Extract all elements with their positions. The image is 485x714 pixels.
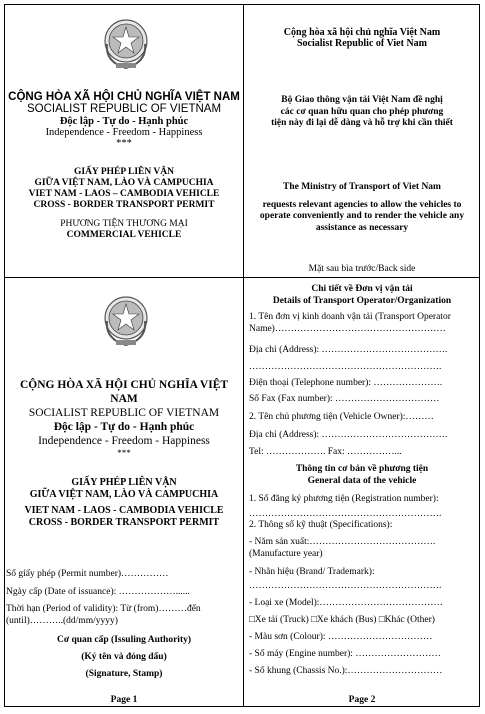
vehicle-owner-field: 2. Tên chủ phương tiện (Vehicle Owner):……… <box>249 412 434 422</box>
request-vn-1: Bộ Giao thông vận tải Việt Nam đề nghị <box>281 95 443 105</box>
request-en-2: operate conveniently and to render the vehicle any <box>259 211 465 221</box>
specifications-label: 2. Thông số kỹ thuật (Specifications): <box>249 520 393 530</box>
national-emblem-icon <box>101 14 151 72</box>
manufacture-year-label: (Manufacture year) <box>249 549 323 559</box>
signature-vn: (Ký tên và đóng dấu) <box>81 652 167 662</box>
p1-stars: *** <box>117 448 131 458</box>
page-number-1: Page 1 <box>110 695 138 705</box>
back-side-label: Mặt sau bìa trước/Back side <box>308 264 416 274</box>
telephone-field: Điện thoại (Telephone number): …………………. <box>249 378 443 388</box>
p1-title-vn-2: GIỮA VIỆT NAM, LÀO VÀ CAMPUCHIA <box>29 489 219 500</box>
colour-field: - Màu sơn (Colour): …………………………… <box>249 632 433 642</box>
tel-fax-field: Tel: ………………. Fax: ……………... <box>249 447 402 457</box>
permit-number-field: Số giấy phép (Permit number)…………… <box>6 569 169 579</box>
model-field: - Loại xe (Model):………………………………… <box>249 598 443 608</box>
national-emblem-icon <box>101 291 151 349</box>
issuing-authority: Cơ quan cấp (Issuling Authority) <box>56 635 192 645</box>
vehicle-type-options: □Xe tải (Truck) □Xe khách (Bus) □Khác (Other) <box>249 615 435 625</box>
operator-name-field: 1. Tên đơn vị kinh doanh vận tải (Transport Operator <box>249 312 451 322</box>
signature-en: (Signature, Stamp) <box>85 669 163 679</box>
operator-name-field-2: Name)……………………………………………… <box>249 324 446 334</box>
operator-address-dots: ……………………………………………………. <box>249 362 442 372</box>
p1-motto-vn: Độc lập - Tự do - Hạnh phúc <box>53 421 195 433</box>
vehicle-type-en: COMMERCIAL VEHICLE <box>66 230 182 240</box>
vehicle-type-vn: PHƯƠNG TIỆN THƯƠNG MẠI <box>60 219 188 229</box>
stars: *** <box>116 138 132 149</box>
vehicle-heading-vn: Thông tin cơ bản về phương tiện <box>295 464 429 474</box>
brand-field: - Nhãn hiệu (Brand/ Trademark): <box>249 567 375 577</box>
country-name-vn: CỘNG HÒA XÃ HỘI CHỦ NGHĨA VIỆT NAM <box>8 91 240 103</box>
issue-date-field: Ngày cấp (Date of issuance): ………………...... <box>6 587 190 597</box>
validity-field-1: Thời hạn (Period of validity): Từ (from)………đến <box>6 604 201 614</box>
page-number-2: Page 2 <box>348 695 376 705</box>
registration-dots: ……………………………………………………. <box>249 509 442 519</box>
request-vn-2: các cơ quan hữu quan cho phép phương <box>280 106 444 117</box>
owner-address-field: Địa chỉ (Address): …………………………………. <box>249 430 448 440</box>
country-name-en: SOCIALIST REPUBLIC OF VIETNAM <box>26 103 222 115</box>
horizontal-divider <box>4 277 480 278</box>
fax-field: Số Fax (Fax number): …………………………… <box>249 394 440 404</box>
permit-title-vn-2: GIỮA VIỆT NAM, LÀO VÀ CAMPUCHIA <box>34 178 214 188</box>
vehicle-heading-en: General data of the vehicle <box>307 476 417 486</box>
country-vn-small: Cộng hòa xã hội chủ nghĩa Việt Nam <box>283 27 441 38</box>
permit-title-en-1: VIET NAM - LAOS – CAMBODIA VEHICLE <box>28 189 220 199</box>
request-en-1: requests relevant agencies to allow the vehicles to <box>262 199 462 210</box>
engine-number-field: - Số máy (Engine number): ……………………… <box>249 649 441 659</box>
operator-heading-en: Details of Transport Operator/Organization <box>272 296 452 306</box>
p1-country-vn: CỘNG HÒA XÃ HỘI CHỦ NGHĨA VIỆT NAM <box>19 379 229 405</box>
request-vn-3: tiện này đi lại dễ dàng và hỗ trợ khi cần thiết <box>271 118 453 128</box>
p1-title-en-2: CROSS - BORDER TRANSPORT PERMIT <box>28 517 220 528</box>
request-en-0: The Ministry of Transport of Viet Nam <box>283 182 441 192</box>
p1-title-vn-1: GIẤY PHÉP LIÊN VẬN <box>71 477 177 488</box>
permit-title-en-2: CROSS - BORDER TRANSPORT PERMIT <box>33 200 215 210</box>
registration-field: 1. Số đăng ký phương tiện (Registration number): <box>249 494 439 504</box>
p1-country-en: SOCIALIST REPUBLIC OF VIETNAM <box>28 407 220 419</box>
operator-address-field: Địa chỉ (Address): …………………………………. <box>249 345 448 355</box>
p1-title-en-1: VIET NAM - LAOS - CAMBODIA VEHICLE <box>24 505 224 516</box>
operator-heading-vn: Chi tiết về Đơn vị vận tải <box>311 284 413 294</box>
vertical-divider <box>243 4 244 707</box>
motto-vn: Độc lập - Tự do - Hạnh phúc <box>59 116 189 127</box>
manufacture-year-field: - Năm sản xuất:…………………………………. <box>249 537 436 547</box>
chassis-number-field: - Số khung (Chassis No.):………………………… <box>249 666 443 676</box>
motto-en: Independence - Freedom - Happiness <box>45 127 203 138</box>
brand-dots: ……………………………………………………. <box>249 581 442 591</box>
validity-field-2: (until)………..(dd/mm/yyyy) <box>6 616 118 626</box>
permit-title-vn-1: GIẤY PHÉP LIÊN VẬN <box>73 167 175 177</box>
p1-motto-en: Independence - Freedom - Happiness <box>38 435 210 447</box>
request-en-3: assistance as necessary <box>315 222 409 233</box>
country-en-small: Socialist Republic of Viet Nam <box>297 38 427 49</box>
